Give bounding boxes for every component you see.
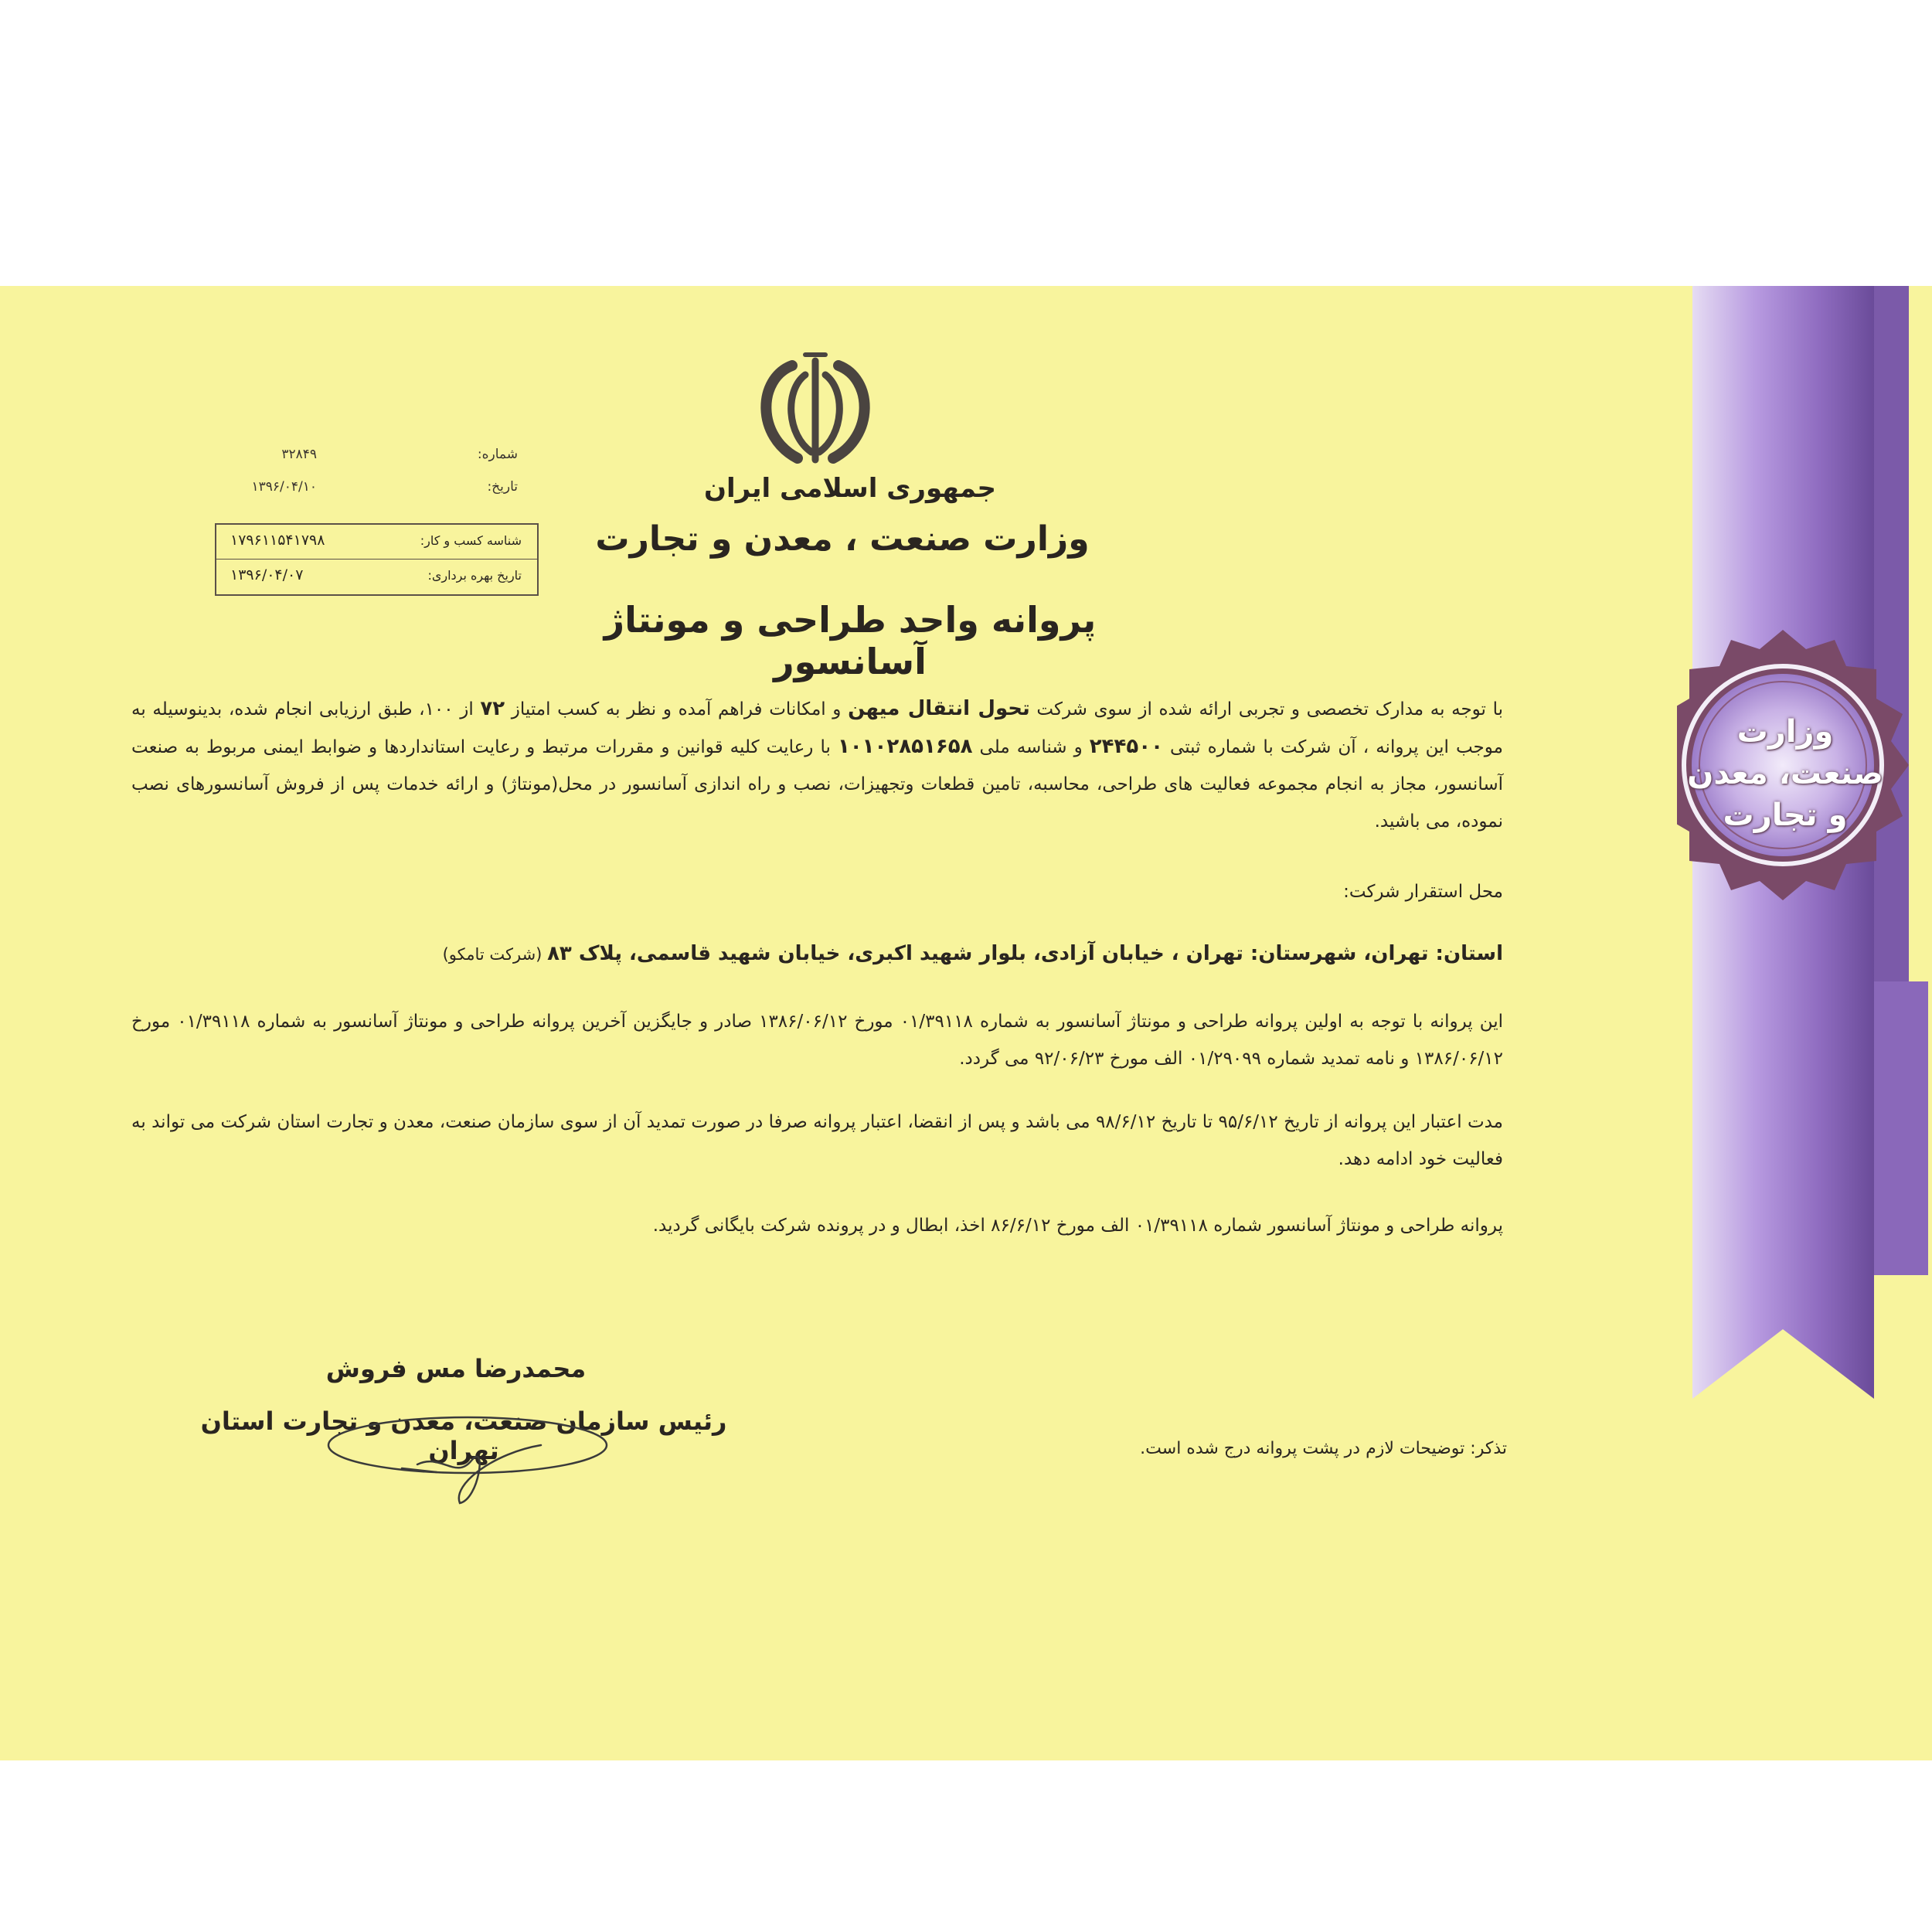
business-id-row <box>216 525 537 560</box>
revocation-paragraph: پروانه طراحی و مونتاژ آسانسور شماره ۰۱/۳۹۱۱۸ الف مورخ ۸۶/۶/۱۲ اخذ، ابطال و در پرونده شرکت بایگانی گردید. <box>652 1216 1503 1236</box>
location-label: محل استقرار شرکت: <box>1343 882 1503 902</box>
republic-heading: جمهوری اسلامی ایران <box>703 473 997 504</box>
company-name: تحول انتقال میهن <box>848 697 1030 720</box>
business-id-label: شناسه کسب و کار: <box>420 533 522 548</box>
footnote: تذکر: توضیحات لازم در پشت پروانه درج شده است. <box>1140 1439 1507 1458</box>
text-fragment: با رعایت کلیه قوانین و مقررات مرتبط و رعایت استانداردها و ضوابط ایمنی مربوط به صنعت آسانسور، مجاز به انجام مجموعه فعالیت های طراحی، محاسبه، تامین قطعات وتجهیزات، نصب و راه اندازی آسانسور در محل(مونتاژ) و ارائه خدمات پس از فروش آسانسورهای نصب نموده، می باشید. <box>131 737 1503 832</box>
registration-number: ۲۴۴۵۰۰ <box>1089 735 1163 758</box>
operation-date-label: تاریخ بهره برداری: <box>427 568 522 583</box>
operation-date-row <box>216 560 537 594</box>
seal-line: و تجارت <box>1723 798 1848 833</box>
number-label: شماره: <box>477 447 518 462</box>
text-fragment: و امکانات فراهم آمده و نظر به کسب امتیاز <box>505 699 849 719</box>
ministry-seal-icon <box>1677 711 1893 836</box>
business-id-value: ۱۷۹۶۱۱۵۴۱۷۹۸ <box>230 532 325 549</box>
signatory-name: محمدرضا مس فروش <box>325 1354 587 1383</box>
license-paragraph-main <box>131 690 1503 840</box>
date-value: ۱۳۹۶/۰۴/۱۰ <box>251 479 317 495</box>
business-id-box <box>215 523 539 596</box>
license-title: پروانه واحد طراحی و مونتاژ آسانسور <box>604 599 1097 682</box>
replacement-paragraph: این پروانه با توجه به اولین پروانه طراحی و مونتاژ آسانسور به شماره ۰۱/۳۹۱۱۸ مورخ ۱۳۸۶/۰۶/۱۲ صادر و جایگزین آخرین پروانه طراحی و مونتاژ آسانسور به شماره ۰۱/۳۹۱۱۸ مورخ ۱۳۸۶/۰۶/۱۲ و نامه تمدید شماره ۰۱/۲۹۰۹۹ الف مورخ ۹۲/۰۶/۲۳ می گردد. <box>131 1012 1504 1069</box>
text-fragment: از ۱۰۰، طبق ارزیابی انجام شده، بدینوسیله به موجب این پروانه ، آن شرکت با شماره ثبتی <box>131 699 1503 757</box>
ribbon-icon <box>1677 286 1932 1515</box>
iran-emblem-icon <box>750 344 881 468</box>
national-id: ۱۰۱۰۲۸۵۱۶۵۸ <box>837 735 973 758</box>
company-address <box>131 935 1503 973</box>
address-text: استان: تهران، شهرستان: تهران ، خیابان آزادی، بلوار شهید اکبری، خیابان شهید قاسمی، پلاک ۸۳ <box>547 942 1503 965</box>
validity-paragraph: مدت اعتبار این پروانه از تاریخ ۹۵/۶/۱۲ تا تاریخ ۹۸/۶/۱۲ می باشد و پس از انقضا، اعتبار پروانه صرفا در صورت تمدید آن از سوی سازمان صنعت، معدن و تجارت استان شرکت می تواند به فعالیت خود ادامه دهد. <box>131 1112 1504 1169</box>
number-value: ۳۲۸۴۹ <box>281 447 317 462</box>
seal-line: وزارت <box>1736 714 1834 750</box>
score-value: ۷۲ <box>480 697 505 720</box>
handwritten-signature-icon <box>325 1406 618 1522</box>
address-note: (شرکت تامکو) <box>442 945 548 964</box>
seal-line: صنعت، معدن <box>1687 756 1883 791</box>
operation-date-value: ۱۳۹۶/۰۴/۰۷ <box>230 566 304 583</box>
text-fragment: با توجه به مدارک تخصصی و تجربی ارائه شده از سوی شرکت <box>1029 699 1503 719</box>
ministry-heading: وزارت صنعت ، معدن و تجارت <box>595 519 1090 559</box>
text-fragment: و شناسه ملی <box>972 737 1090 757</box>
date-label: تاریخ: <box>487 479 518 495</box>
signatory-title: رئیس سازمان صنعت، معدن و تجارت استان تهران <box>200 1406 727 1465</box>
